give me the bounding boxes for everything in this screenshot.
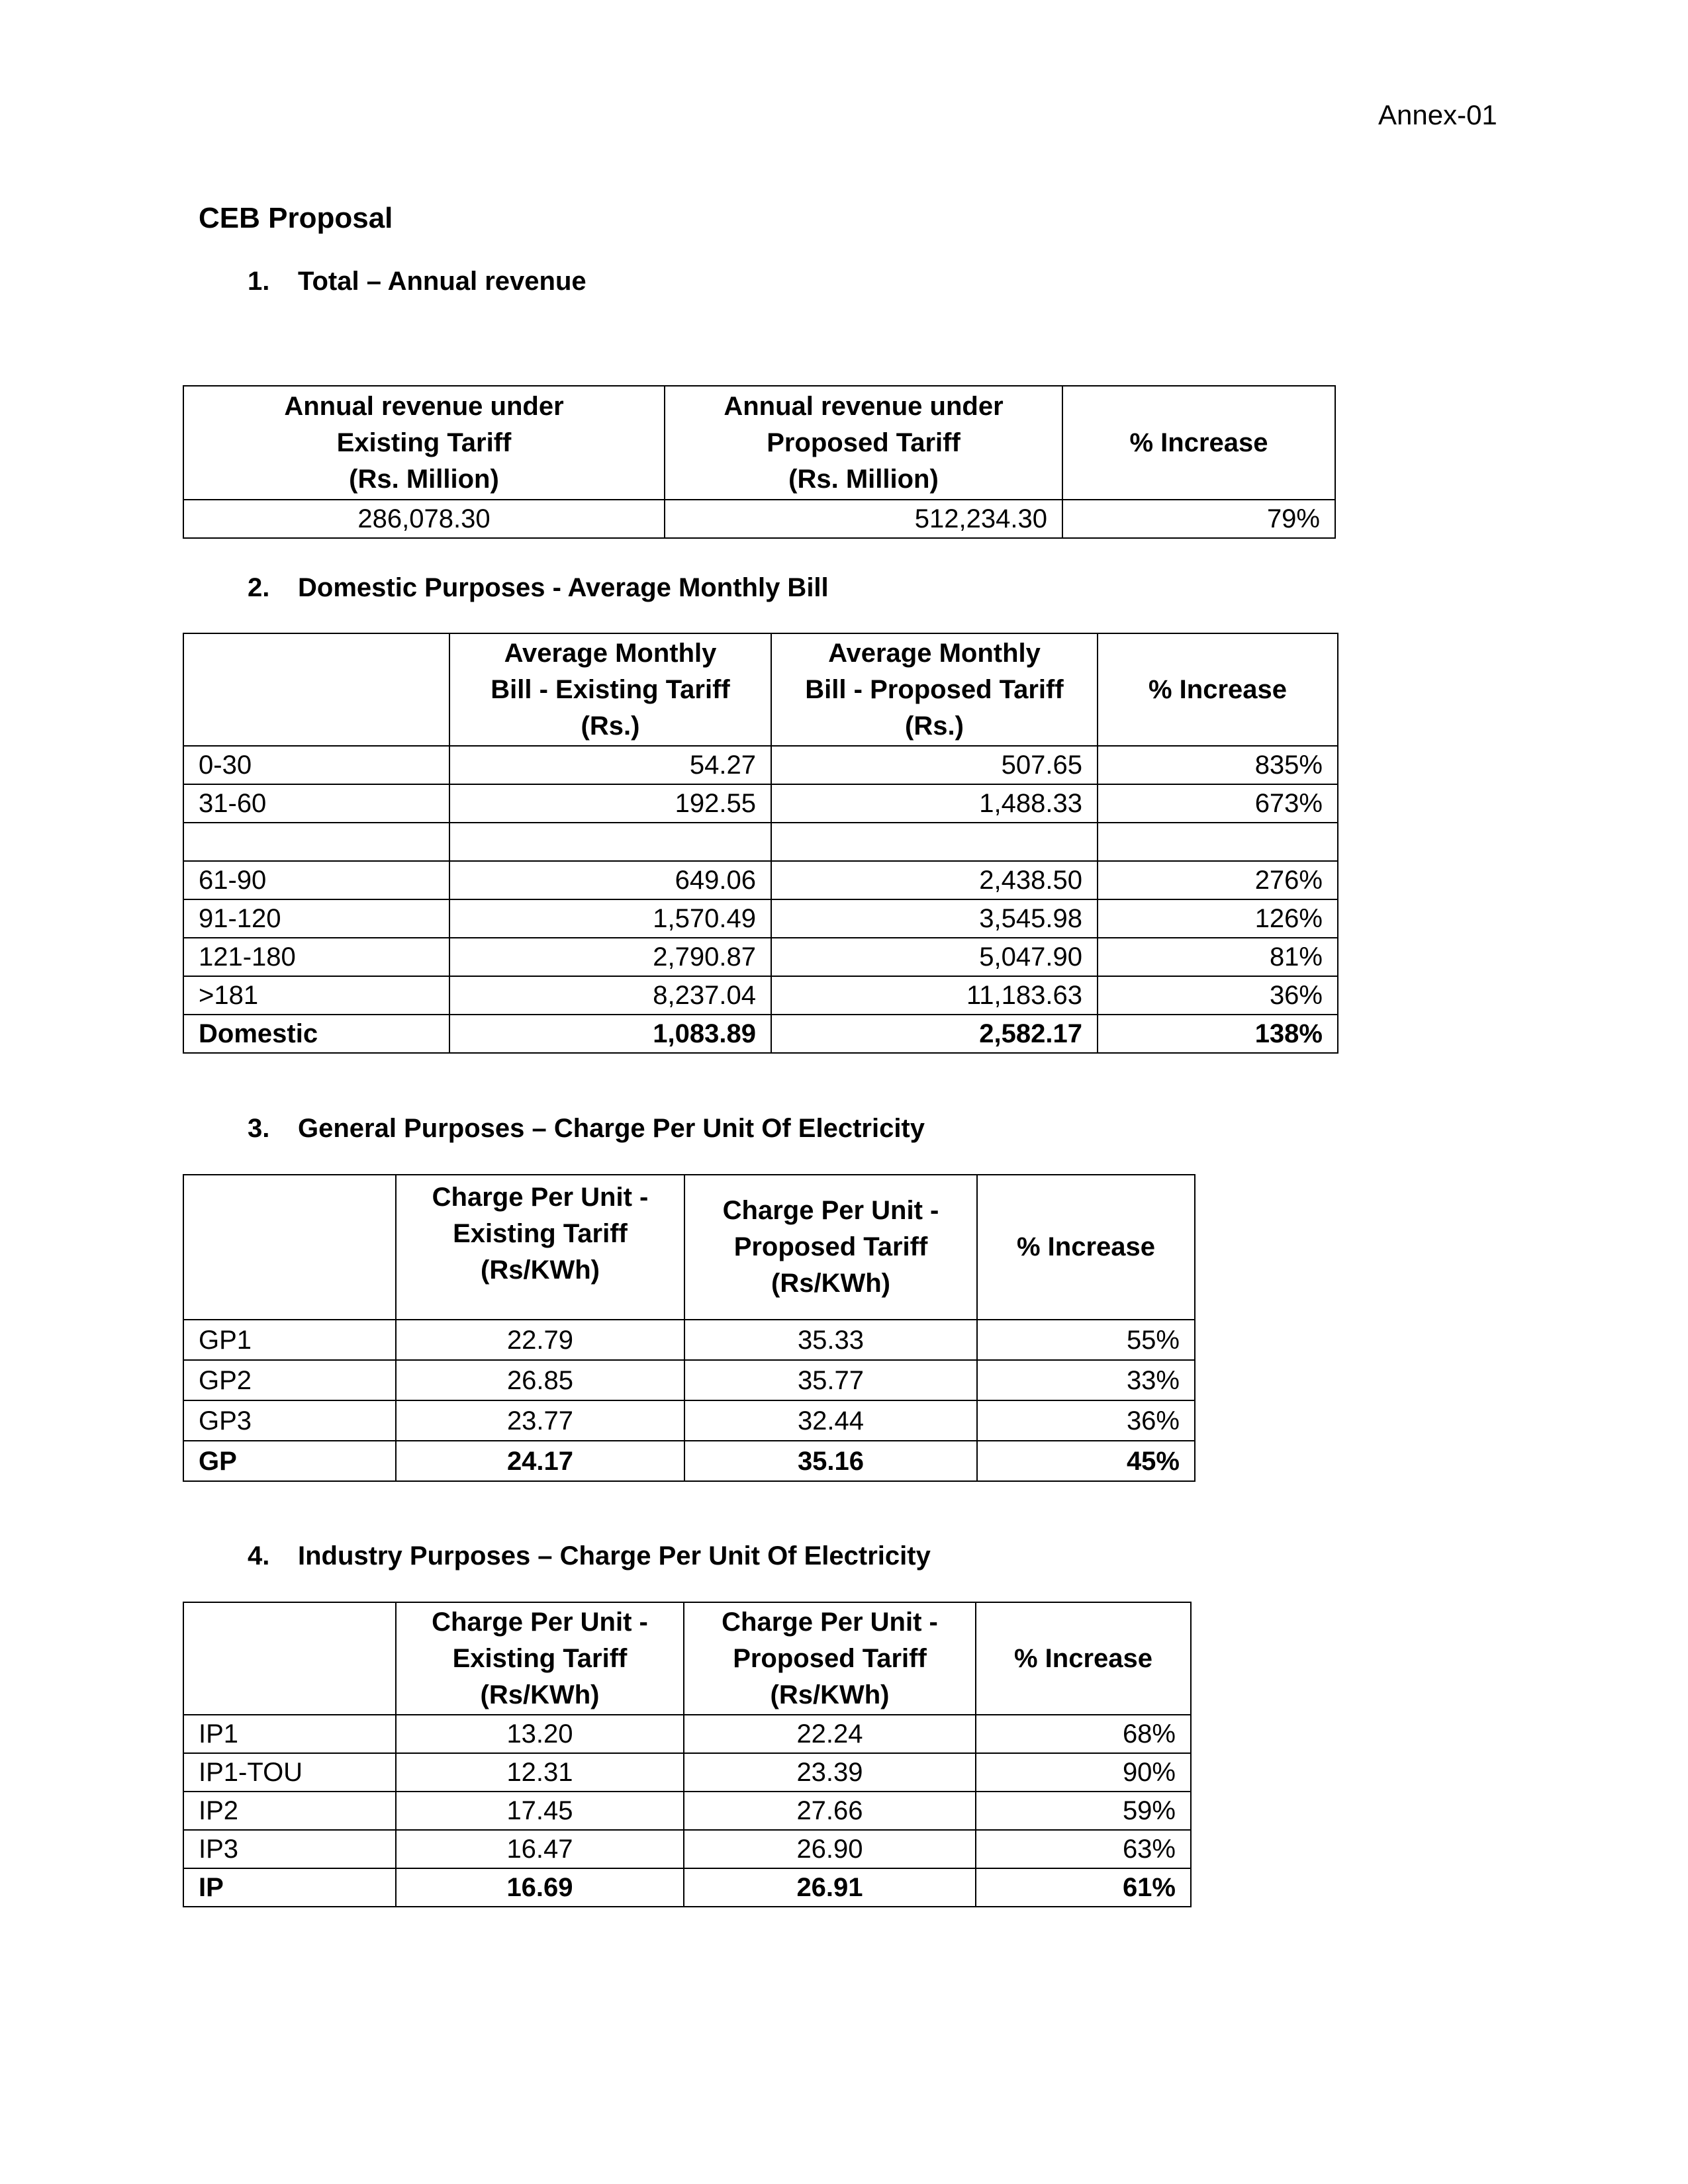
table-row: GP1 22.79 35.33 55% bbox=[183, 1320, 1195, 1360]
table-row: IP1-TOU 12.31 23.39 90% bbox=[183, 1753, 1191, 1792]
table-total-row: GP 24.17 35.16 45% bbox=[183, 1441, 1195, 1481]
table-row: 91-120 1,570.49 3,545.98 126% bbox=[183, 899, 1338, 938]
table-total-row: IP 16.69 26.91 61% bbox=[183, 1868, 1191, 1907]
section-2-heading bbox=[248, 573, 829, 603]
proposed-revenue-cell: 512,234.30 bbox=[665, 500, 1062, 538]
header-percent-increase: % Increase bbox=[976, 1602, 1191, 1715]
table-row: IP3 16.47 26.90 63% bbox=[183, 1830, 1191, 1868]
header-category bbox=[183, 633, 449, 746]
table-header-row bbox=[183, 1602, 1191, 1715]
header-percent-increase: % Increase bbox=[977, 1175, 1195, 1320]
table-row bbox=[183, 500, 1335, 538]
section-3-heading bbox=[248, 1114, 925, 1144]
table-row: 31-60 192.55 1,488.33 673% bbox=[183, 784, 1338, 823]
table-row: IP1 13.20 22.24 68% bbox=[183, 1715, 1191, 1753]
table-row: 61-90 649.06 2,438.50 276% bbox=[183, 861, 1338, 899]
header-proposed-tariff: Annual revenue under Proposed Tariff (Rs. Million) bbox=[665, 386, 1062, 500]
general-purposes-table bbox=[183, 1174, 1196, 1482]
section-number: 2. bbox=[248, 573, 270, 602]
annex-label: Annex-01 bbox=[1378, 99, 1497, 130]
existing-revenue-cell: 286,078.30 bbox=[183, 500, 665, 538]
section-title: Domestic Purposes - Average Monthly Bill bbox=[298, 573, 829, 602]
table-row: GP3 23.77 32.44 36% bbox=[183, 1400, 1195, 1441]
annual-revenue-table bbox=[183, 385, 1336, 539]
industry-purposes-table bbox=[183, 1602, 1192, 1907]
document-title: CEB Proposal bbox=[199, 202, 393, 234]
table-row: IP2 17.45 27.66 59% bbox=[183, 1792, 1191, 1830]
section-title: Total – Annual revenue bbox=[298, 267, 586, 296]
table-header-row bbox=[183, 633, 1338, 746]
header-category bbox=[183, 1175, 396, 1320]
header-proposed-tariff: Average Monthly Bill - Proposed Tariff (Rs.) bbox=[771, 633, 1098, 746]
table-row: 121-180 2,790.87 5,047.90 81% bbox=[183, 938, 1338, 976]
table-row-empty bbox=[183, 823, 1338, 861]
header-percent-increase: % Increase bbox=[1062, 386, 1335, 500]
section-number: 1. bbox=[248, 267, 270, 296]
section-4-heading bbox=[248, 1541, 931, 1571]
header-proposed-tariff: Charge Per Unit - Proposed Tariff (Rs/KWh) bbox=[684, 1175, 977, 1320]
header-existing-tariff: Annual revenue under Existing Tariff (Rs. Million) bbox=[183, 386, 665, 500]
table-row: >181 8,237.04 11,183.63 36% bbox=[183, 976, 1338, 1015]
header-category bbox=[183, 1602, 396, 1715]
header-existing-tariff: Charge Per Unit - Existing Tariff (Rs/KWh) bbox=[396, 1175, 684, 1320]
header-existing-tariff: Average Monthly Bill - Existing Tariff (Rs.) bbox=[449, 633, 771, 746]
section-number: 3. bbox=[248, 1114, 270, 1143]
domestic-bill-table bbox=[183, 633, 1338, 1054]
increase-cell: 79% bbox=[1062, 500, 1335, 538]
header-proposed-tariff: Charge Per Unit - Proposed Tariff (Rs/KWh) bbox=[684, 1602, 976, 1715]
section-1-heading bbox=[248, 267, 586, 296]
table-header-row bbox=[183, 386, 1335, 500]
header-existing-tariff: Charge Per Unit - Existing Tariff (Rs/KWh) bbox=[396, 1602, 684, 1715]
section-title: General Purposes – Charge Per Unit Of Electricity bbox=[298, 1114, 925, 1143]
table-row: GP2 26.85 35.77 33% bbox=[183, 1360, 1195, 1400]
section-title: Industry Purposes – Charge Per Unit Of Electricity bbox=[298, 1541, 931, 1570]
table-row: 0-30 54.27 507.65 835% bbox=[183, 746, 1338, 784]
section-number: 4. bbox=[248, 1541, 270, 1570]
header-percent-increase: % Increase bbox=[1098, 633, 1338, 746]
table-header-row bbox=[183, 1175, 1195, 1320]
table-total-row: Domestic 1,083.89 2,582.17 138% bbox=[183, 1015, 1338, 1053]
